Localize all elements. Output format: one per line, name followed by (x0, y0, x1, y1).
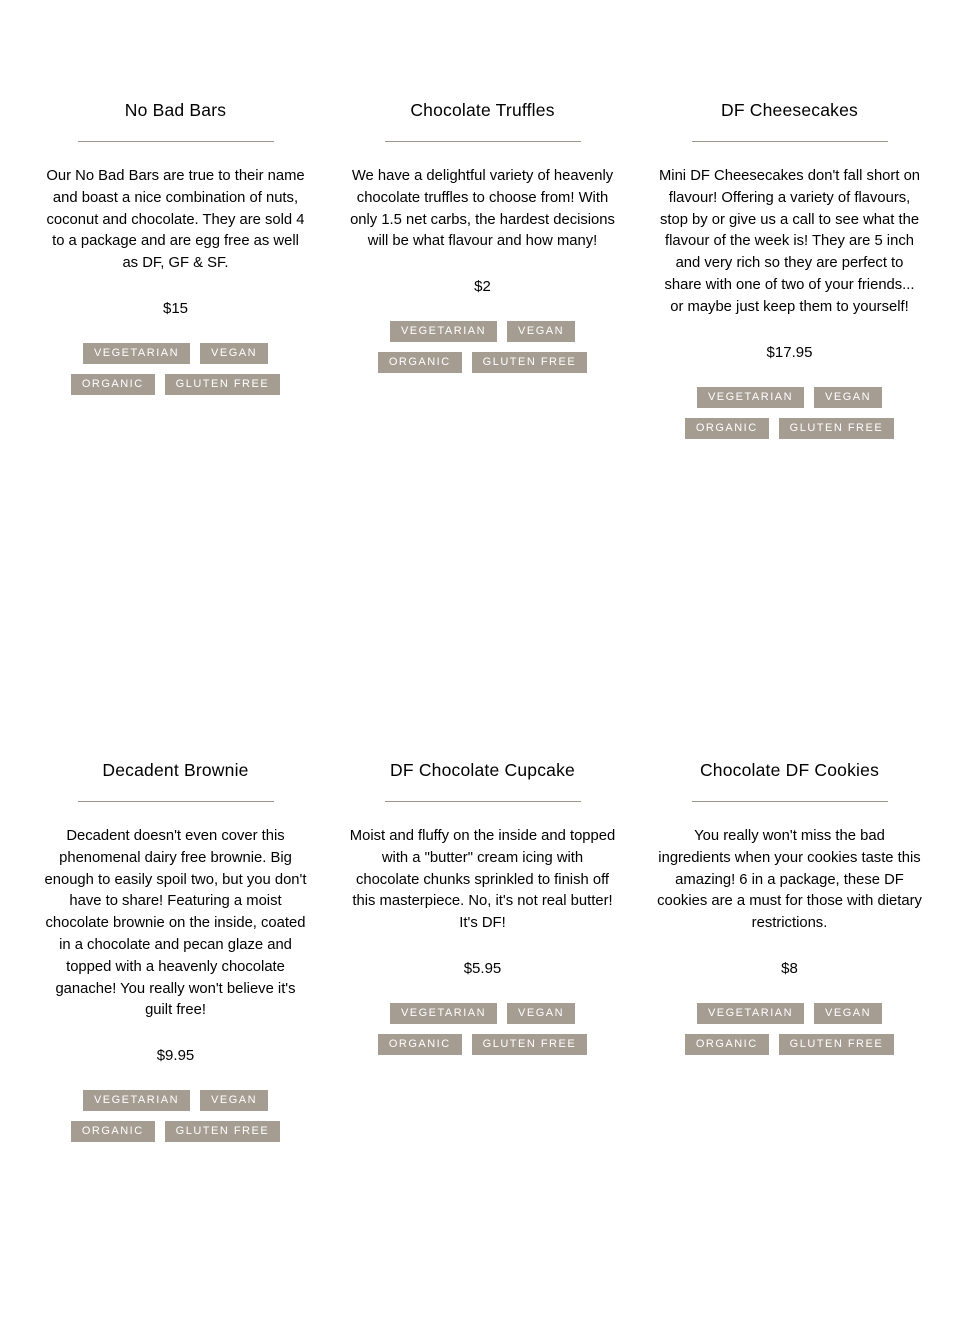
title-divider (78, 801, 274, 802)
tag-organic: ORGANIC (71, 1121, 155, 1142)
tag-gluten-free: GLUTEN FREE (779, 1034, 895, 1055)
item-tags (361, 321, 605, 373)
item-description: Decadent doesn't even cover this phenomenal dairy free brownie. Big enough to easily spoil two, but you don't have to share! Featuring a moist chocolate brownie on the inside, coated in a chocolate and pecan glaze and topped with a heavenly chocolate ganache! You really won't believe it's guilt free! (44, 828, 307, 1019)
tag-organic: ORGANIC (378, 1034, 462, 1055)
tag-vegan: VEGAN (200, 1090, 268, 1111)
menu-item-card (636, 660, 943, 1320)
item-tags (54, 343, 298, 395)
title-divider (385, 801, 581, 802)
tag-gluten-free: GLUTEN FREE (165, 1121, 281, 1142)
tag-vegan: VEGAN (814, 1003, 882, 1024)
item-price: $2 (474, 278, 491, 296)
item-price: $17.95 (766, 343, 813, 361)
item-description: Our No Bad Bars are true to their name and boast a nice combination of nuts, coconut and chocolate. They are sold 4 to a package and are egg free as well as DF, GF & SF. (46, 168, 305, 272)
menu-item-card (22, 660, 329, 1320)
tag-vegan: VEGAN (507, 321, 575, 342)
item-title: Chocolate DF Cookies (699, 760, 880, 780)
tag-vegan: VEGAN (507, 1003, 575, 1024)
tag-vegetarian: VEGETARIAN (697, 387, 804, 408)
item-price: $15 (162, 299, 189, 317)
item-title: Decadent Brownie (102, 760, 249, 780)
item-price: $9.95 (156, 1047, 195, 1065)
tag-gluten-free: GLUTEN FREE (779, 418, 895, 439)
menu-item-card (329, 0, 636, 660)
item-description: Mini DF Cheesecakes don't fall short on flavour! Offering a variety of flavours, stop by or give us a call to see what the flavour of the week is! They are 5 inch and very rich so they are perfect to share with one of two of your friends... or maybe just keep them to yourself! (658, 168, 921, 315)
item-tags (54, 1090, 298, 1142)
item-description: We have a delightful variety of heavenly chocolate truffles to choose from! With only 1.5 net carbs, the hardest decisions will be what flavour and how many! (350, 168, 615, 250)
item-price: $8 (781, 959, 798, 977)
item-tags (668, 387, 912, 439)
title-divider (78, 141, 274, 142)
item-tags (668, 1003, 912, 1055)
item-title: No Bad Bars (124, 100, 227, 120)
item-tags (361, 1003, 605, 1055)
title-divider (692, 141, 888, 142)
menu-item-card (329, 660, 636, 1320)
tag-organic: ORGANIC (71, 374, 155, 395)
menu-item-card (22, 0, 329, 660)
menu-item-card (636, 0, 943, 660)
tag-vegetarian: VEGETARIAN (390, 1003, 497, 1024)
tag-organic: ORGANIC (378, 352, 462, 373)
tag-vegan: VEGAN (814, 387, 882, 408)
item-description: You really won't miss the bad ingredients when your cookies taste this amazing! 6 in a package, these DF cookies are a must for those with dietary restrictions. (657, 828, 922, 932)
tag-gluten-free: GLUTEN FREE (165, 374, 281, 395)
tag-gluten-free: GLUTEN FREE (472, 1034, 588, 1055)
tag-organic: ORGANIC (685, 1034, 769, 1055)
tag-vegetarian: VEGETARIAN (390, 321, 497, 342)
tag-vegetarian: VEGETARIAN (83, 1090, 190, 1111)
item-title: DF Chocolate Cupcake (390, 760, 575, 780)
tag-vegetarian: VEGETARIAN (697, 1003, 804, 1024)
item-description: Moist and fluffy on the inside and topped with a "butter" cream icing with chocolate chunks sprinkled to finish off this masterpiece. No, it's not real butter! It's DF! (349, 828, 616, 932)
item-title: Chocolate Truffles (410, 100, 555, 120)
tag-vegan: VEGAN (200, 343, 268, 364)
tag-gluten-free: GLUTEN FREE (472, 352, 588, 373)
item-title: DF Cheesecakes (720, 100, 859, 120)
item-price: $5.95 (463, 959, 502, 977)
tag-organic: ORGANIC (685, 418, 769, 439)
tag-vegetarian: VEGETARIAN (83, 343, 190, 364)
title-divider (692, 801, 888, 802)
title-divider (385, 141, 581, 142)
